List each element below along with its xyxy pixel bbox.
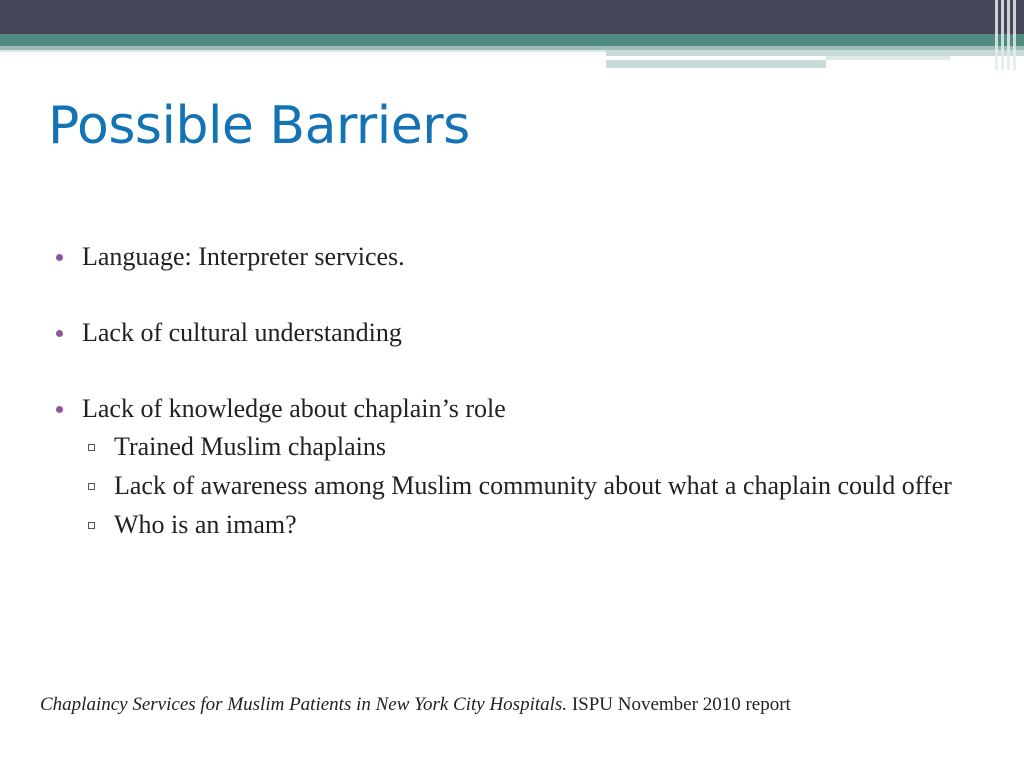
- footer-citation: [40, 694, 791, 716]
- bullet-text: Lack of cultural understanding: [82, 318, 402, 347]
- square-bullet-icon: [88, 483, 95, 490]
- bullet-item-chaplain-role: [56, 392, 956, 426]
- header-accent-right-lower: [606, 60, 826, 68]
- citation-title: Chaplaincy Services for Muslim Patients in New York City Hospitals.: [40, 694, 568, 715]
- header-accent-right: [606, 50, 1024, 56]
- bullet-dot-icon: [56, 254, 63, 261]
- bullet-dot-icon: [56, 330, 63, 337]
- citation-source: ISPU November 2010 report: [567, 694, 791, 715]
- bullet-text: Language: Interpreter services.: [82, 242, 405, 271]
- header-edge-lines: [990, 0, 1024, 70]
- sub-item-text: Trained Muslim chaplains: [114, 432, 387, 461]
- header-band-dark: [0, 0, 1024, 34]
- bullet-list: [56, 240, 956, 541]
- sub-item-trained-chaplains: [56, 430, 956, 463]
- header-band-teal: [0, 34, 1024, 46]
- bullet-text: Lack of knowledge about chaplain’s role: [82, 394, 506, 423]
- slide-title: Possible Barriers: [48, 96, 470, 156]
- sub-item-imam: [56, 508, 956, 541]
- bullet-dot-icon: [56, 406, 63, 413]
- square-bullet-icon: [88, 522, 95, 529]
- sub-item-text: Lack of awareness among Muslim community about what a chaplain could offer: [114, 471, 952, 500]
- square-bullet-icon: [88, 444, 95, 451]
- header-accent-left: [0, 50, 606, 52]
- sub-item-text: Who is an imam?: [114, 510, 297, 539]
- sub-item-awareness: [56, 469, 956, 502]
- bullet-item-language: [56, 240, 956, 274]
- bullet-item-cultural: [56, 316, 956, 350]
- header-accent-right-mid: [826, 56, 950, 60]
